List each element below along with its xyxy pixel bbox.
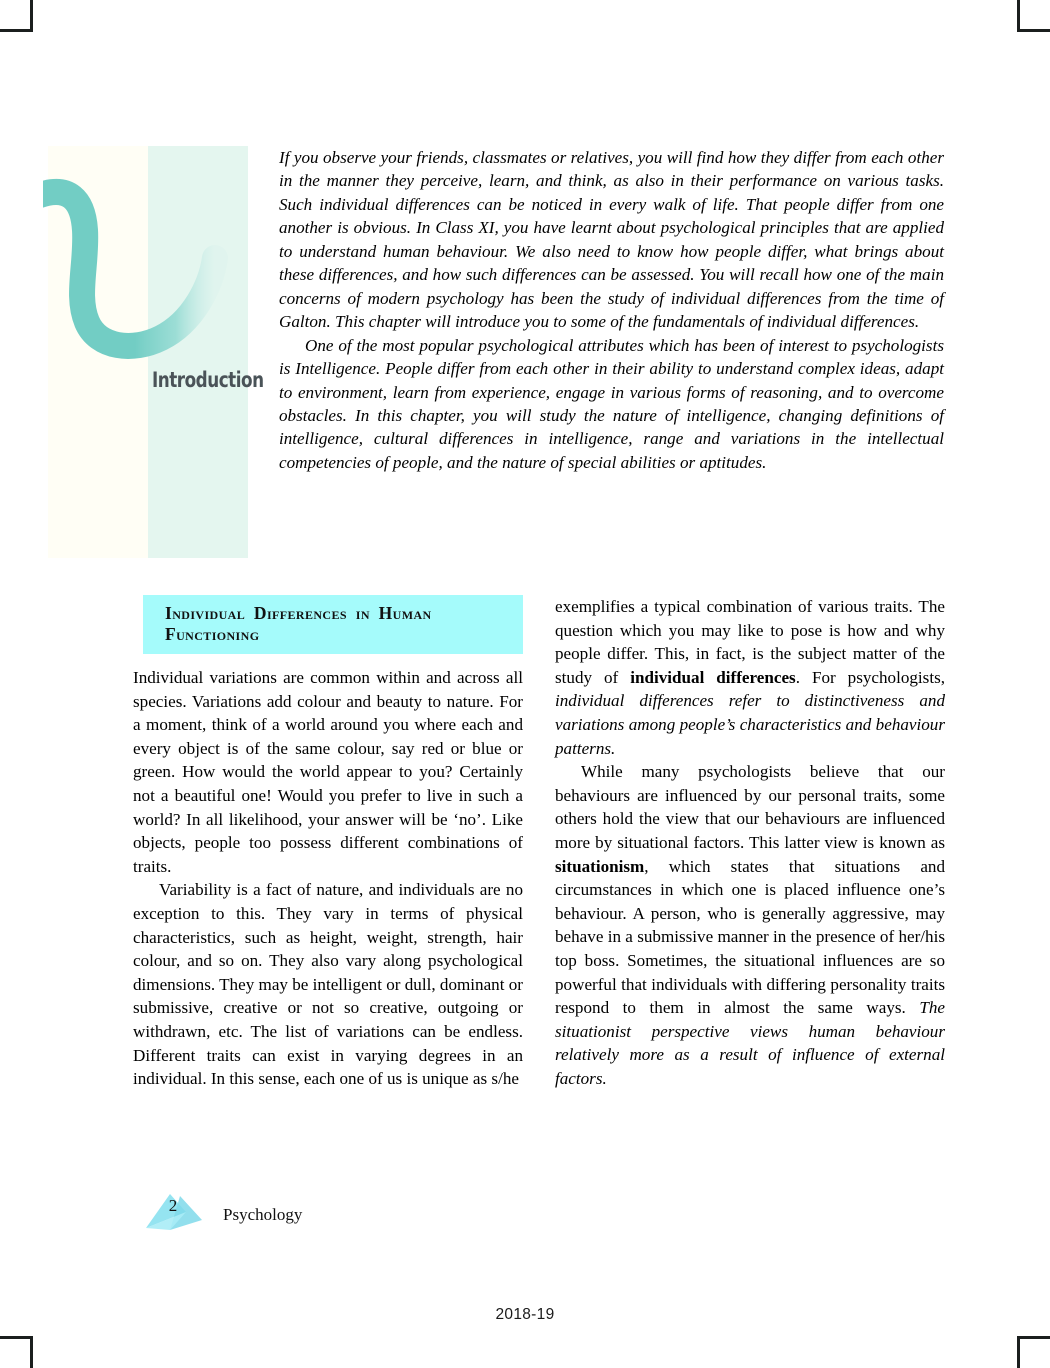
right-p1-text-a: exemplifies a typical combination of various traits. The question which you may like to pose is how and why people differ. This, in fact, is the subject matter of the study of bbox=[555, 597, 945, 687]
right-paragraph-1 bbox=[555, 595, 945, 760]
right-p2-text-b: , which states that situations and circumstances in which one is placed influence one’s behaviour. A person, who is generally aggressive, may behave in a submissive manner in the presence of her/his top boss. Sometimes, the situational influences are so powerful that individuals with differing personality traits respond to them in almost the same ways. bbox=[555, 856, 945, 1018]
left-paragraph-1: Individual variations are common within and across all species. Variations add colour and beauty to nature. For a moment, think of a world around you where each and every object is of the same colour, say red or blue or green. How would the world appear to you? Certainly not a beautiful one! Would you prefer to live in such a world? In all likelihood, your answer will be ‘no’. Like objects, people too possess different combinations of traits. bbox=[133, 668, 523, 876]
section-heading bbox=[143, 595, 523, 654]
left-column bbox=[133, 595, 523, 1091]
swoosh-ribbon-icon bbox=[43, 146, 258, 558]
right-p1-text-b: . For psychologists, bbox=[795, 667, 945, 687]
body-columns bbox=[133, 595, 945, 1175]
introduction-graphic bbox=[48, 146, 264, 558]
right-p2-text-a: While many psychologists believe that our behaviours are influenced by our personal traits, some others hold the view that our behaviours are influenced more by situational factors. This latter view is known as bbox=[555, 762, 945, 852]
footer-subject-label: Psychology bbox=[223, 1205, 303, 1224]
right-column bbox=[555, 595, 945, 1090]
term-individual-differences: individual differences bbox=[630, 667, 796, 687]
section-heading-line-2: Functioning bbox=[165, 624, 260, 644]
intro-paragraph-2: One of the most popular psychological attributes which has been of interest to psychologists is Intelligence. People differ from each other in their ability to understand complex ideas, adapt to environment, learn from experience, engage in various forms of reasoning, and to overcome obstacles. In this chapter, you will study the nature of intelligence, changing definitions of intelligence, cultural differences in intelligence, range and variations in the intellectual competencies of people, and the nature of special abilities or aptitudes. bbox=[279, 335, 944, 472]
footer-year: 2018-19 bbox=[495, 1306, 555, 1323]
definition-situationist-perspective: The situationist perspective views human behaviour relatively more as a result of influence of external factors. bbox=[555, 998, 945, 1088]
left-paragraph-2: Variability is a fact of nature, and individuals are no exception to this. They vary in terms of physical characteristics, such as height, weight, strength, hair colour, and so on. They also vary along psychological dimensions. They may be intelligent or dull, dominant or submissive, creative or not so creative, outgoing or withdrawn, etc. The list of variations can be endless. Different traits can exist in varying degrees in an individual. In this sense, each one of us is unique as s/he bbox=[133, 880, 523, 1089]
right-paragraph-2 bbox=[555, 760, 945, 1090]
section-heading-line-1: Individual Differences in Human bbox=[165, 603, 432, 623]
introduction-label: Introduction bbox=[152, 368, 264, 392]
term-situationism: situationism bbox=[555, 856, 645, 876]
definition-individual-differences: individual differences refer to distinctiveness and variations among people’s characteristics and behaviour patterns. bbox=[555, 691, 945, 758]
introduction-body bbox=[279, 146, 944, 474]
page-number: 2 bbox=[168, 1196, 178, 1215]
intro-paragraph-1: If you observe your friends, classmates or relatives, you will find how they differ from each other in the manner they perceive, learn, and think, as also in their performance on various tasks. Such individual differences can be noticed in every walk of life. That people differ from one another is obvious. In Class XI, you have learnt about psychological principles that are applied to understand human behaviour. We also need to know how people differ, what brings about these differences, and how such differences can be assessed. You will recall how one of the main concerns of modern psychology has been the study of individual differences from the time of Galton. This chapter will introduce you to some of the fundamentals of individual differences. bbox=[279, 148, 944, 332]
